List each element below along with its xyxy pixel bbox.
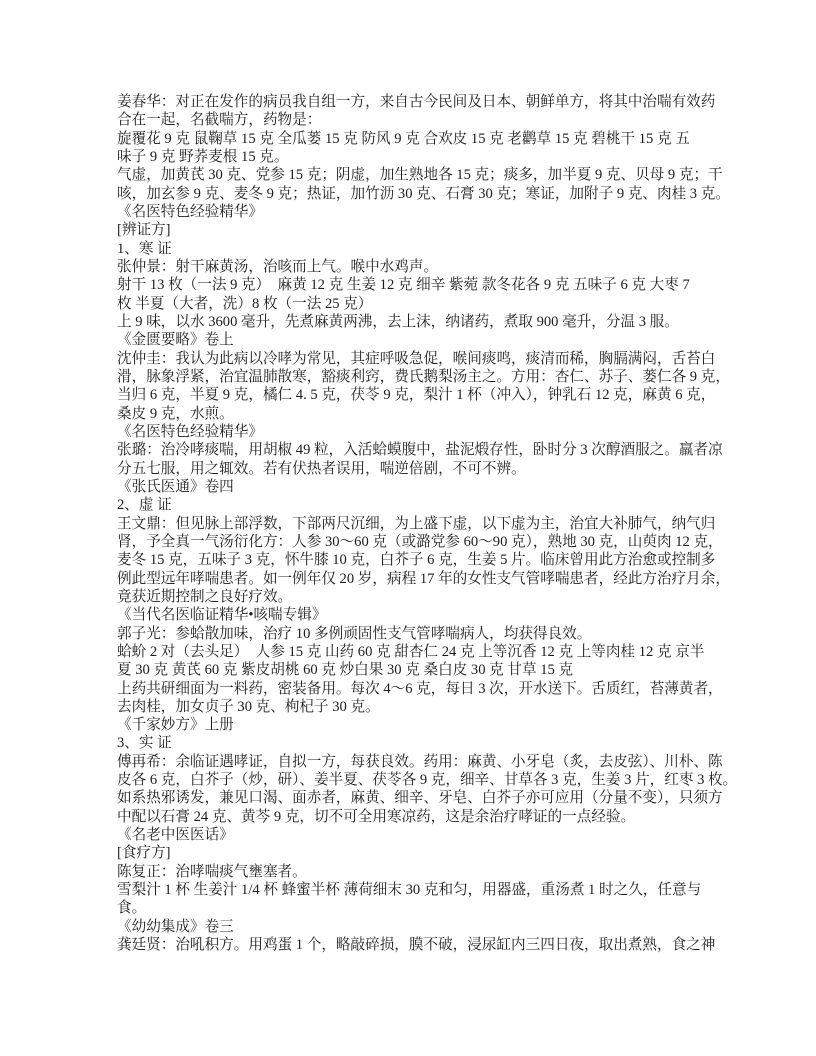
text-line: 王文鼎：但见脉上部浮数，下部两尺沉细，为上盛下虚，以下虚为主，治宜大补肺气，纳气归	[117, 515, 716, 532]
text-line: 枚 半夏（大者，洗）8 枚（一法 25 克）	[117, 295, 373, 312]
text-line: 《名医特色经验精华》	[117, 423, 263, 440]
text-line: 《名老中医医话》	[117, 827, 234, 844]
text-line: 夏 30 克 黄芪 60 克 紫皮胡桃 60 克 炒白果 30 克 桑白皮 30 克 甘草 15 克	[117, 662, 574, 679]
text-line: 中配以石膏 24 克、黄芩 9 克，切不可全用寒凉药，这是余治疗哮证的一点经验。	[117, 808, 636, 825]
text-line: 上药共研细面为一料药，密装备用。每次 4～6 克，每日 3 次，开水送下。舌质红，苔薄黄者，	[117, 680, 723, 697]
text-line: 《金匮要略》卷上	[117, 332, 234, 349]
text-line: 桑皮 9 克，水煎。	[117, 405, 234, 422]
text-line: 麦冬 15 克，五味子 3 克，怀牛膝 10 克，白芥子 6 克，生姜 5 片。临床曾用此方治愈或控制多	[117, 552, 716, 569]
text-line: [食疗方]	[117, 845, 171, 862]
text-line: 竟获近期控制之良好疗效。	[117, 588, 293, 605]
text-line: 当归 6 克，半夏 9 克，橘仁 4. 5 克，茯苓 9 克，梨汁 1 杯（冲入），钟乳石 12 克，麻黄 6 克，	[117, 387, 716, 404]
document-text	[117, 93, 738, 954]
text-line: 《当代名医临证精华•咳喘专辑》	[117, 607, 327, 624]
text-line: 例此型远年哮喘患者。如一例年仅 20 岁，病程 17 年的女性支气管哮喘患者，经此方治疗月余，	[117, 570, 730, 587]
text-line: 郭子光：参蛤散加味，治疗 10 多例顽固性支气管哮喘病人，均获得良效。	[117, 625, 592, 642]
text-line: 咳，加玄参 9 克、麦冬 9 克；热证，加竹沥 30 克、石膏 30 克；寒证，加附子 9 克、肉桂 3 克。	[117, 185, 730, 202]
text-line: 上 9 味，以水 3600 毫升，先煮麻黄两沸，去上沫，纳诸药，煮取 900 毫升，分温 3 服。	[117, 313, 679, 330]
text-line: 2、虚 证	[117, 497, 172, 514]
text-line: 1、寒 证	[117, 240, 172, 257]
text-line: 合在一起，名截喘方，药物是：	[117, 112, 322, 129]
text-line: 如系热邪诱发，兼见口渴、面赤者，麻黄、细辛、牙皂、白芥子亦可应用（分量不变），只须方	[117, 790, 723, 807]
text-line: 龚廷贤：治吼积方。用鸡蛋 1 个，略敲碎损，膜不破，浸尿缸内三四日夜，取出煮熟，食之神	[117, 937, 716, 954]
text-line: 肾，予全真一气汤衍化方：人参 30～60 克（或潞党参 60～90 克），熟地 30 克，山萸肉 12 克，	[117, 533, 723, 550]
text-line: [辨证方]	[117, 222, 171, 239]
text-line: 味子 9 克 野荞麦根 15 克。	[117, 148, 289, 165]
text-line: 滑，脉象浮紧，治宜温肺散寒，豁痰利窍，费氏鹅梨汤主之。方用：杏仁、苏子、蒌仁各 9 克，	[117, 368, 730, 385]
text-line: 陈复正：治哮喘痰气壅塞者。	[117, 863, 307, 880]
text-line: 分五七服，用之辄效。若有伏热者误用，喘逆倍剧，不可不辨。	[117, 460, 526, 477]
text-line: 姜春华：对正在发作的病员我自组一方，来自古今民间及日本、朝鲜单方，将其中治喘有效药	[117, 94, 716, 110]
text-line: 《幼幼集成》卷三	[117, 918, 234, 935]
text-line: 沈仲圭：我认为此病以冷哮为常见，其症呼吸急促，喉间痰鸣，痰清而稀，胸膈满闷，舌苔白	[117, 350, 716, 367]
text-line: 射干 13 枚（一法 9 克） 麻黄 12 克 生姜 12 克 细辛 紫菀 款冬花各 9 克 五味子 6 克 大枣 7	[117, 277, 690, 294]
text-line: 气虚，加黄芪 30 克、党参 15 克；阴虚，加生熟地各 15 克；痰多，加半夏 9 克、贝母 9 克；干	[117, 167, 723, 184]
text-line: 去肉桂，加女贞子 30 克、枸杞子 30 克。	[117, 698, 380, 715]
text-line: 傅再希：余临证遇哮证，自拟一方，每获良效。药用：麻黄、小牙皂（炙，去皮弦）、川朴、陈	[117, 753, 723, 770]
text-line: 食。	[117, 900, 147, 917]
text-line: 旋覆花 9 克 鼠鞠草 15 克 全瓜蒌 15 克 防风 9 克 合欢皮 15 克 老鹳草 15 克 碧桃干 15 克 五	[117, 130, 690, 147]
text-line: 蛤蚧 2 对（去头足） 人参 15 克 山药 60 克 甜杏仁 24 克 上等沉香 12 克 上等肉桂 12 克 京半	[117, 643, 705, 660]
text-line: 《名医特色经验精华》	[117, 203, 263, 220]
text-line: 皮各 6 克，白芥子（炒，研）、姜半夏、茯苓各 9 克，细辛、甘草各 3 克，生姜 3 片，红枣 3 枚。	[117, 772, 738, 789]
text-line: 《千家妙方》上册	[117, 717, 234, 734]
text-line: 《张氏医通》卷四	[117, 478, 234, 495]
text-line: 3、实 证	[117, 735, 172, 752]
text-line: 张仲景：射干麻黄汤，治咳而上气。喉中水鸡声。	[117, 258, 439, 275]
text-line: 雪梨汁 1 杯 生姜汁 1/4 杯 蜂蜜半杯 薄荷细末 30 克和匀，用器盛，重汤煮 1 时之久，任意与	[117, 882, 702, 899]
text-line: 张璐：治冷哮痰喘，用胡椒 49 粒，入活蛤蟆腹中，盐泥煅存性，卧时分 3 次醇酒服之。羸者凉	[117, 442, 723, 459]
